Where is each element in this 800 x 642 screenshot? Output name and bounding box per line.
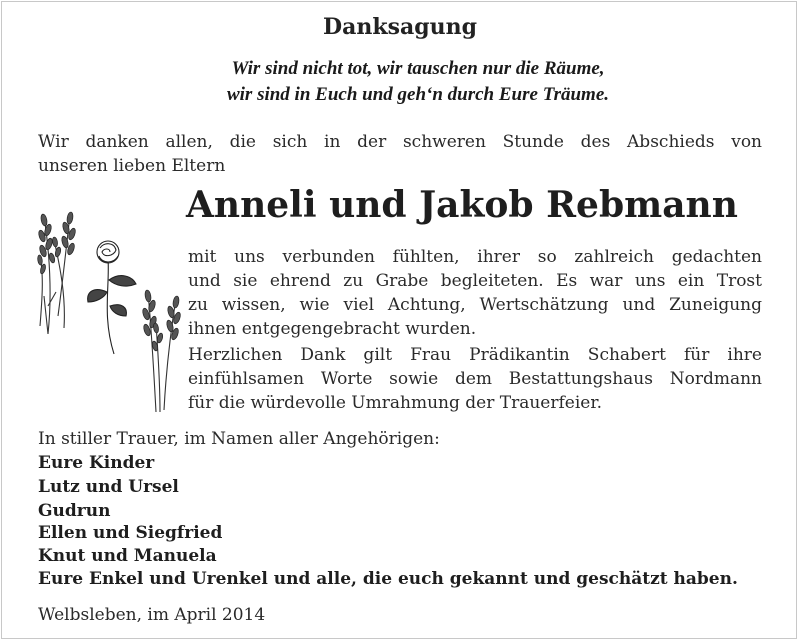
body-line: zu wissen, wie viel Achtung, Wertschätzung und Zuneigung (188, 295, 762, 315)
family-member: Lutz und Ursel (38, 477, 179, 497)
intro-line: unseren lieben Eltern (38, 156, 226, 176)
place-date: Welbsleben, im April 2014 (38, 605, 266, 625)
notice-title: Danksagung (323, 14, 477, 40)
motto-verse (0, 56, 800, 108)
deceased-names: Anneli und Jakob Rebmann (186, 184, 738, 226)
body-line: für die würdevolle Umrahmung der Trauerfeier. (188, 393, 602, 413)
body-line: mit uns verbunden fühlten, ihrer so zahlreich gedachten (188, 247, 762, 267)
body-line: und sie ehrend zu Grabe begleiteten. Es war uns ein Trost (188, 271, 762, 291)
family-member: Ellen und Siegfried (38, 523, 223, 543)
rose-icon (88, 241, 136, 354)
wheat-ears-icon (37, 212, 77, 334)
wheat-ears-icon (141, 290, 181, 412)
family-member: Gudrun (38, 501, 111, 521)
body-line: Herzlichen Dank gilt Frau Prädikantin Schabert für ihre (188, 345, 762, 365)
body-line: ihnen entgegengebracht wurden. (188, 319, 477, 339)
intro-line: Wir danken allen, die sich in der schweren Stunde des Abschieds von (38, 132, 762, 152)
motto-line: wir sind in Euch und geh‘n durch Eure Träume. (226, 84, 610, 105)
family-member: Eure Kinder (38, 453, 155, 473)
family-member: Knut und Manuela (38, 546, 217, 566)
body-line: einfühlsamen Worte sowie dem Bestattungshaus Nordmann (188, 369, 762, 389)
family-member: Eure Enkel und Urenkel und alle, die euch gekannt und geschätzt haben. (38, 569, 738, 589)
wheat-and-rose-illustration (30, 196, 190, 420)
mourning-intro: In stiller Trauer, im Namen aller Angehörigen: (38, 429, 440, 449)
motto-line: Wir sind nicht tot, wir tauschen nur die Räume, (231, 58, 605, 79)
